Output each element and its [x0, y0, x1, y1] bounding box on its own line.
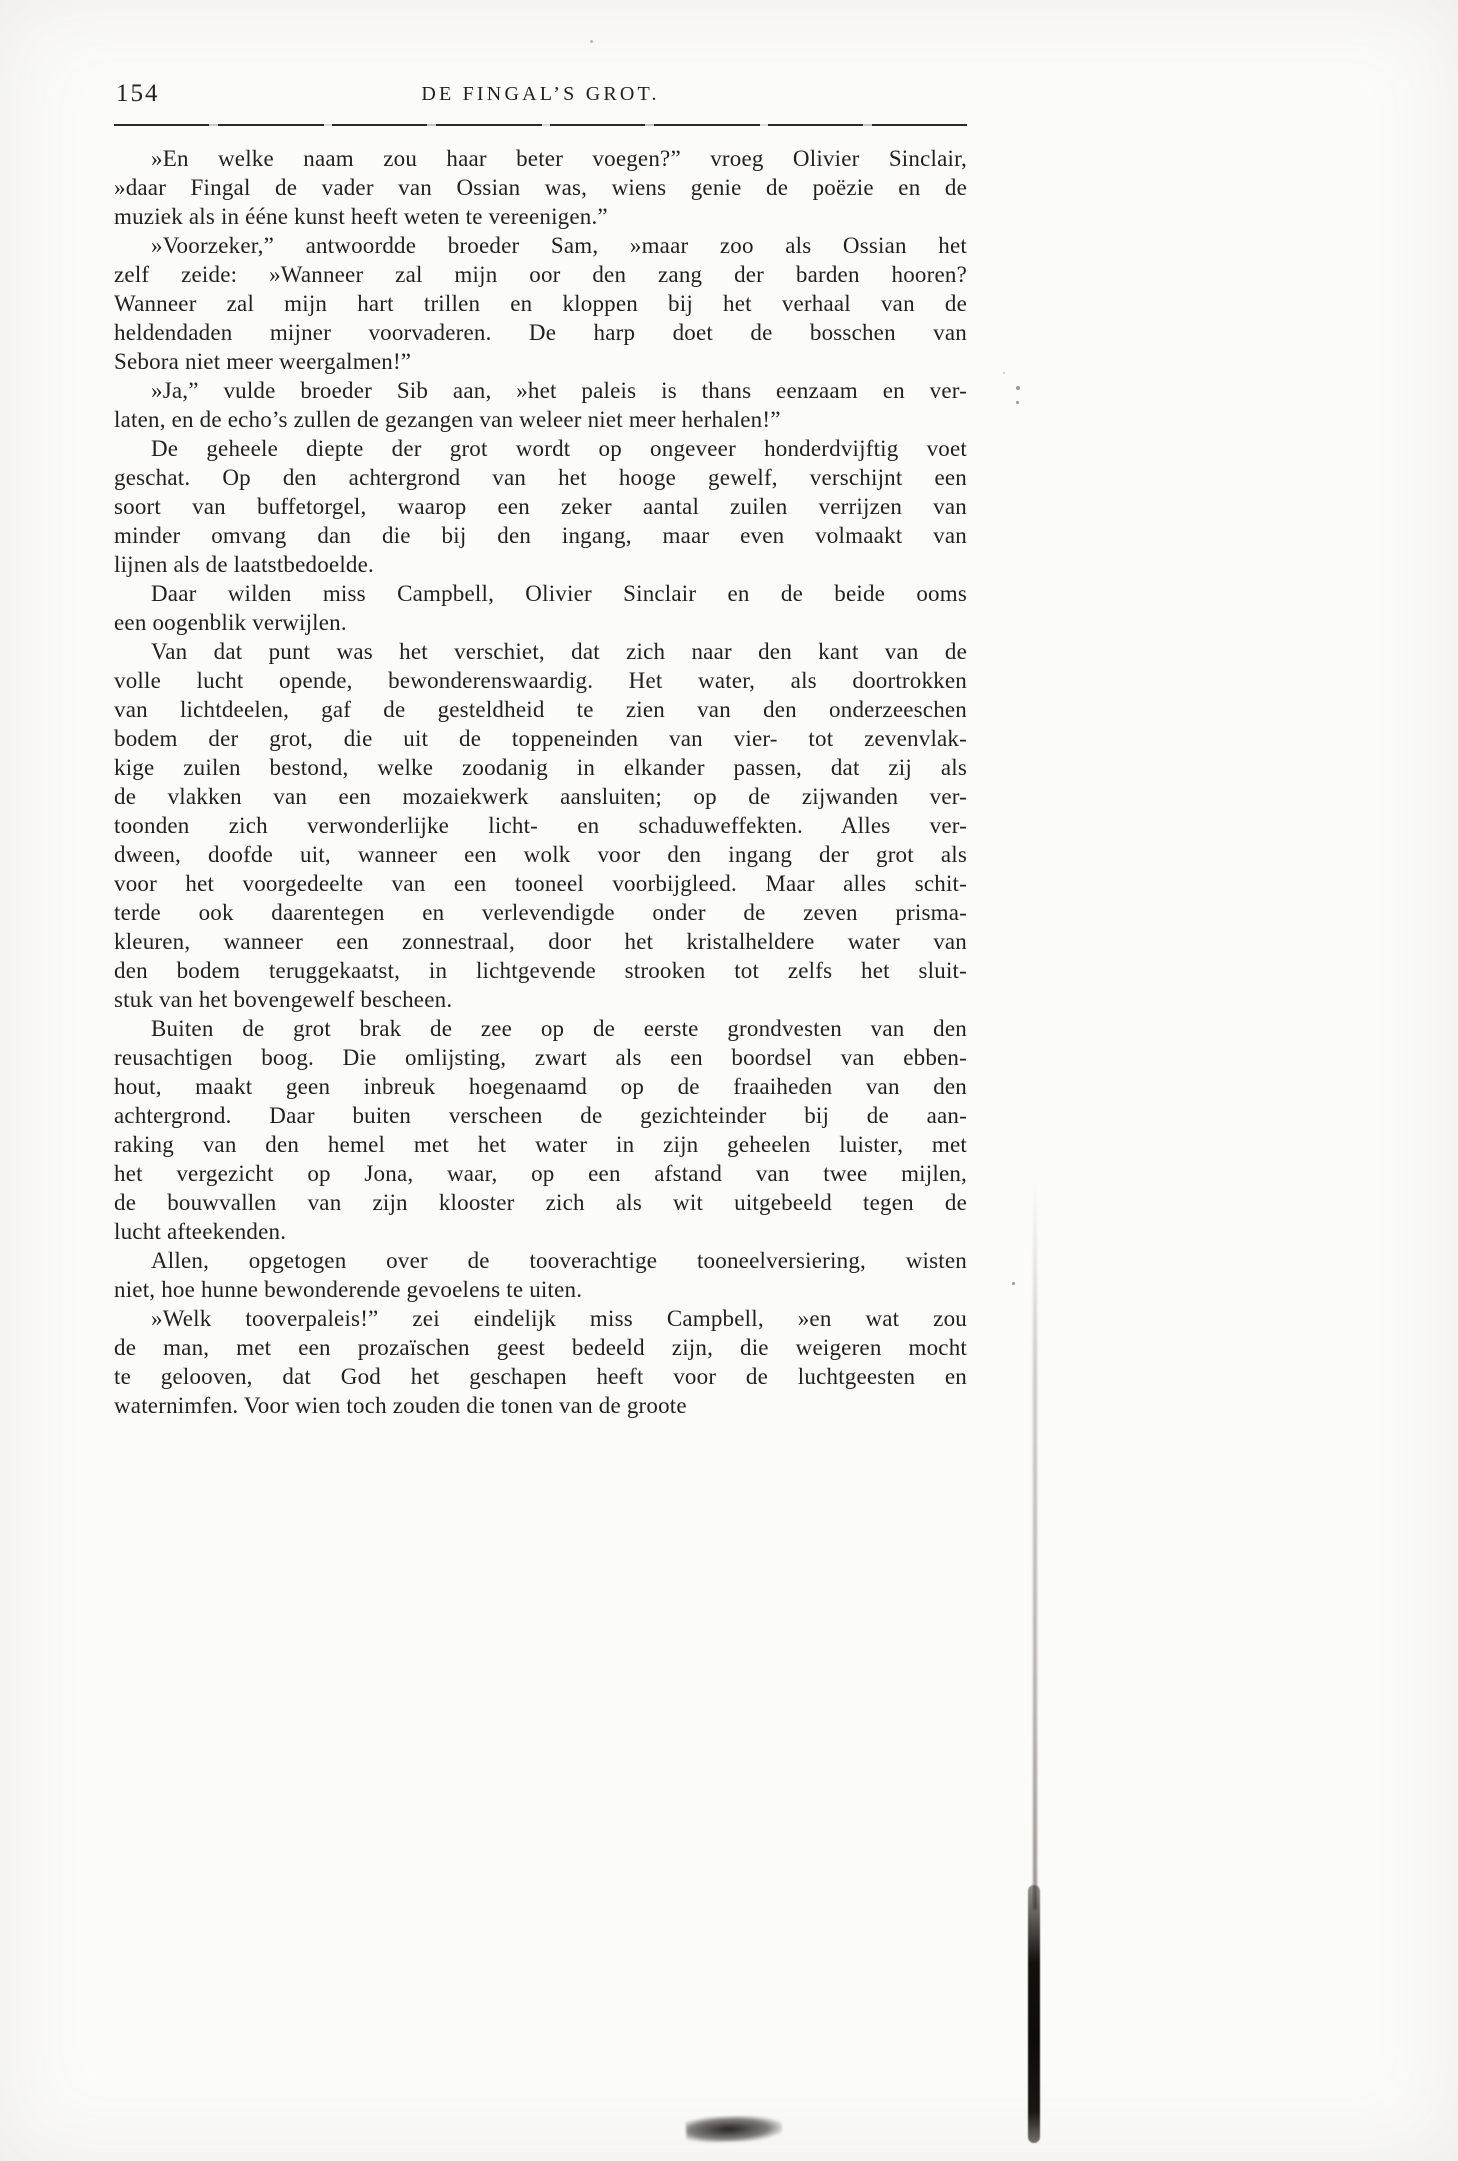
text-line: reusachtigen boog. Die omlijsting, zwart als een boordsel van ebben-: [114, 1045, 967, 1070]
page-header: [114, 80, 967, 112]
text-line: laten, en de echo’s zullen de gezangen van weleer niet meer herhalen!”: [114, 407, 781, 432]
text-line: waternimfen. Voor wien toch zouden die tonen van de groote: [114, 1393, 687, 1418]
paragraph: [114, 1014, 967, 1246]
text-line: kleuren, wanneer een zonnestraal, door het kristalheldere water van: [114, 929, 967, 954]
text-line: bodem der grot, die uit de toppeneinden van vier- tot zevenvlak-: [114, 726, 967, 751]
scan-artifact-edge-shadow: [1033, 1180, 1037, 1910]
running-title: DE FINGAL’S GROT.: [421, 83, 660, 105]
text-line: Sebora niet meer weergalmen!”: [114, 349, 412, 374]
text-line: »Ja,” vulde broeder Sib aan, »het paleis is thans eenzaam en ver-: [151, 378, 967, 403]
text-line: heldendaden mijner voorvaderen. De harp doet de bosschen van: [114, 320, 967, 345]
paragraph: [114, 637, 967, 1014]
text-line: stuk van het bovengewelf bescheen.: [114, 987, 453, 1012]
text-line: hout, maakt geen inbreuk hoegenaamd op de fraaiheden van den: [114, 1074, 967, 1099]
text-line: »Voorzeker,” antwoordde broeder Sam, »maar zoo als Ossian het: [151, 233, 967, 258]
paragraph: [114, 1304, 967, 1420]
scan-artifact-speck: [1016, 401, 1019, 404]
text-line: Wanneer zal mijn hart trillen en kloppen bij het verhaal van de: [114, 291, 967, 316]
text-line: den bodem teruggekaatst, in lichtgevende strooken tot zelfs het sluit-: [114, 958, 967, 983]
text-line: te gelooven, dat God het geschapen heeft voor de luchtgeesten en: [114, 1364, 967, 1389]
text-line: »daar Fingal de vader van Ossian was, wiens genie de poëzie en de: [114, 175, 967, 200]
text-line: Daar wilden miss Campbell, Olivier Sinclair en de beide ooms: [151, 581, 967, 606]
text-line: minder omvang dan die bij den ingang, maar even volmaakt van: [114, 523, 967, 548]
text-line: toonden zich verwonderlijke licht- en schaduweffekten. Alles ver-: [114, 813, 967, 838]
text-line: van lichtdeelen, gaf de gesteldheid te zien van den onderzeeschen: [114, 697, 967, 722]
text-line: soort van buffetorgel, waarop een zeker aantal zuilen verrijzen van: [114, 494, 967, 519]
text-line: lucht afteekenden.: [114, 1219, 287, 1244]
scan-artifact-speck: [1016, 386, 1020, 390]
text-line: »En welke naam zou haar beter voegen?” vroeg Olivier Sinclair,: [151, 146, 967, 171]
text-line: geschat. Op den achtergrond van het hooge gewelf, verschijnt een: [114, 465, 967, 490]
text-line: voor het voorgedeelte van een tooneel voorbijgleed. Maar alles schit-: [114, 871, 967, 896]
text-line: het vergezicht op Jona, waar, op een afstand van twee mijlen,: [114, 1161, 967, 1186]
text-line: Van dat punt was het verschiet, dat zich naar den kant van de: [151, 639, 967, 664]
scan-artifact-speck: [1003, 372, 1005, 374]
text-line: Allen, opgetogen over de tooverachtige tooneelversiering, wisten: [151, 1248, 967, 1273]
scan-artifact-speck: [1012, 1282, 1015, 1285]
paragraph: [114, 1246, 967, 1304]
paragraph: [114, 579, 967, 637]
text-line: de vlakken van een mozaiekwerk aansluiten; op de zijwanden ver-: [114, 784, 967, 809]
text-line: een oogenblik verwijlen.: [114, 610, 347, 635]
page-content: [114, 80, 967, 1420]
paragraph: [114, 231, 967, 376]
text-line: de man, met een prozaïschen geest bedeeld zijn, die weigeren mocht: [114, 1335, 967, 1360]
scan-artifact-speck: [590, 40, 593, 43]
scan-artifact-edge-dark-bar: [1028, 1885, 1040, 2143]
text-line: volle lucht opende, bewonderenswaardig. Het water, als doortrokken: [114, 668, 967, 693]
paragraph: [114, 376, 967, 434]
scan-artifact-bottom-smudge: [686, 2114, 783, 2143]
text-line: Buiten de grot brak de zee op de eerste grondvesten van den: [151, 1016, 967, 1041]
text-line: kige zuilen bestond, welke zoodanig in elkander passen, dat zij als: [114, 755, 967, 780]
text-line: achtergrond. Daar buiten verscheen de gezichteinder bij de aan-: [114, 1103, 967, 1128]
text-line: de bouwvallen van zijn klooster zich als wit uitgebeeld tegen de: [114, 1190, 967, 1215]
text-line: »Welk tooverpaleis!” zei eindelijk miss Campbell, »en wat zou: [151, 1306, 967, 1331]
text-line: dween, doofde uit, wanneer een wolk voor den ingang der grot als: [114, 842, 967, 867]
text-line: De geheele diepte der grot wordt op ongeveer honderdvijftig voet: [151, 436, 967, 461]
text-line: niet, hoe hunne bewonderende gevoelens te uiten.: [114, 1277, 583, 1302]
text-line: terde ook daarentegen en verlevendigde onder de zeven prisma-: [114, 900, 967, 925]
paragraph: [114, 144, 967, 231]
paragraph: [114, 434, 967, 579]
header-rule: [114, 124, 967, 126]
page-number: 154: [116, 80, 160, 107]
text-line: zelf zeide: »Wanneer zal mijn oor den zang der barden hooren?: [114, 262, 967, 287]
text-line: muziek als in ééne kunst heeft weten te vereenigen.”: [114, 204, 608, 229]
text-block: [114, 144, 967, 1420]
text-line: lijnen als de laatstbedoelde.: [114, 552, 374, 577]
text-line: raking van den hemel met het water in zijn geheelen luister, met: [114, 1132, 967, 1157]
